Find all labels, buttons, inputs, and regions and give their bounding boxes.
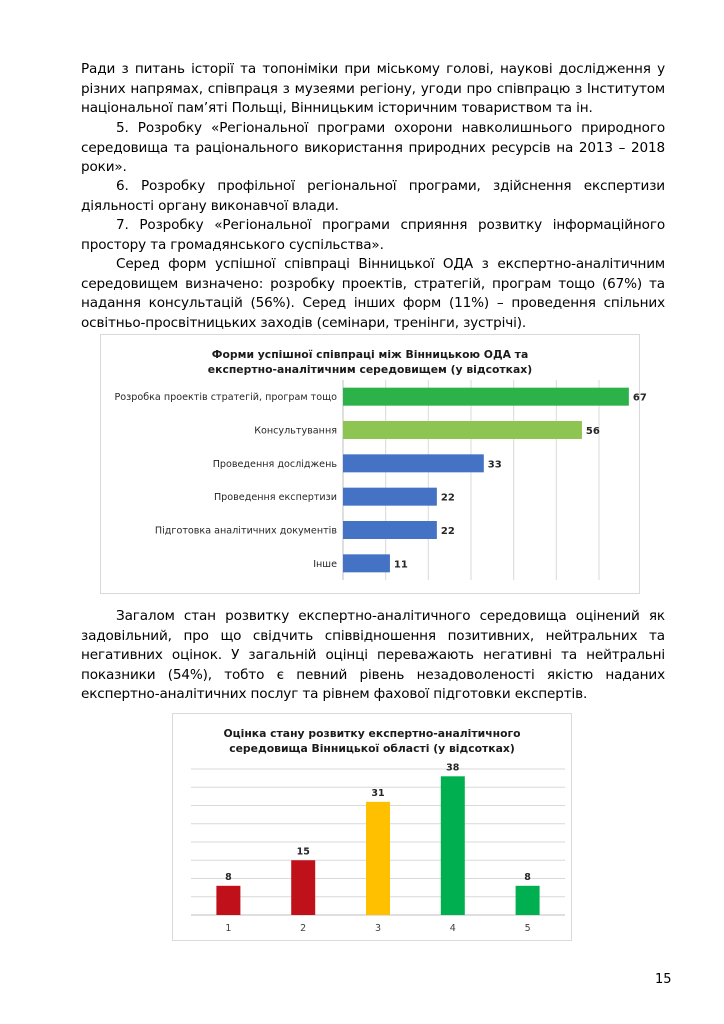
chart-state-assessment [172,713,572,941]
chart1-bar [343,554,390,572]
chart2-value-label: 31 [371,787,385,799]
chart2-category-label: 5 [524,923,531,934]
chart2-title-line1: Оцінка стану розвитку експертно-аналітичного [223,727,521,740]
chart1-value-label: 22 [440,492,455,504]
chart2-value-label: 8 [524,871,531,883]
chart1-category-label: Консультування [254,425,337,437]
page-number: 15 [655,972,672,987]
chart1-category-label: Підготовка аналітичних документів [154,525,337,537]
chart1-bar [343,454,484,472]
chart2-title-line2: середовища Вінницької області (у відсотках) [229,742,515,755]
chart-forms-of-cooperation [100,334,647,594]
chart1-value-label: 67 [632,392,647,404]
chart1-bar [343,488,437,506]
chart1-title-line1: Форми успішної співпраці між Вінницькою ОДА та [211,348,529,361]
paragraph-1: Ради з питань історії та топоніміки при міському голові, наукові дослідження у різних напрямах, співпраця з музеями регіону, угоди про співпрацю з Інститутом національної пам’яті Польщі, Вінницьким історичним товариством та ін. [81,61,665,116]
chart2-category-label: 3 [374,923,382,934]
chart1-category-label: Розробка проектів стратегій, програм тощо [114,392,337,404]
chart2-value-label: 8 [225,871,232,883]
chart1-bar [343,421,582,439]
chart2-plot [173,714,571,940]
paragraph-2: 5. Розробку «Регіональної програми охорони навколишнього природного середовища та раціонального використання природних ресурсів на 2013 – 2018 роки». [81,120,665,175]
chart2-value-label: 15 [296,846,310,858]
paragraph-4: 7. Розробку «Регіональної програми сприяння розвитку інформаційного простору та громадянського суспільства». [81,217,665,253]
chart2-category-label: 1 [225,923,232,934]
chart1-value-label: 33 [487,459,502,471]
chart2-bar [291,860,315,915]
chart2-category-label: 2 [300,923,307,934]
chart1-value-label: 56 [585,426,600,437]
paragraph-3: 6. Розробку профільної регіональної програми, здійснення експертизи діяльності органу виконавчої влади. [81,178,665,214]
chart2-bar [516,886,540,915]
chart2-category-label: 4 [449,923,456,934]
chart1-plot [101,335,647,593]
chart2-bar [366,802,390,915]
chart1-bar [343,388,629,406]
chart2-bar [441,776,465,915]
chart1-value-label: 22 [440,526,455,537]
chart1-category-label: Проведення досліджень [212,458,337,470]
chart1-title-line2: експертно-аналітичним середовищем (у відсотках) [207,363,533,376]
chart1-value-label: 11 [393,559,408,571]
chart2-value-label: 38 [446,762,460,774]
chart1-bar [343,521,437,539]
paragraph-6: Загалом стан розвитку експертно-аналітичного середовища оцінений як задовільний, про що свідчить співвідношення позитивних, нейтральних та негативних оцінок. У загальній оцінці переважають негативні та нейтральні показники (54%), тобто є певний рівень незадоволеності якістю наданих експертно-аналітичних послуг та рівнем фахової підготовки експертів. [81,608,665,702]
paragraph-5: Серед форм успішної співпраці Вінницької ОДА з експертно-аналітичним середовищем визначено: розробку проектів, стратегій, програм тощо (67%) та надання консультацій (56%). Серед інших форм (11%) – проведення спільних освітньо-просвітницьких заходів (семінари, тренінги, зустрічі). [81,256,665,331]
chart2-bar [216,886,240,915]
chart1-category-label: Проведення експертизи [213,492,337,504]
chart1-category-label: Інше [313,558,337,570]
